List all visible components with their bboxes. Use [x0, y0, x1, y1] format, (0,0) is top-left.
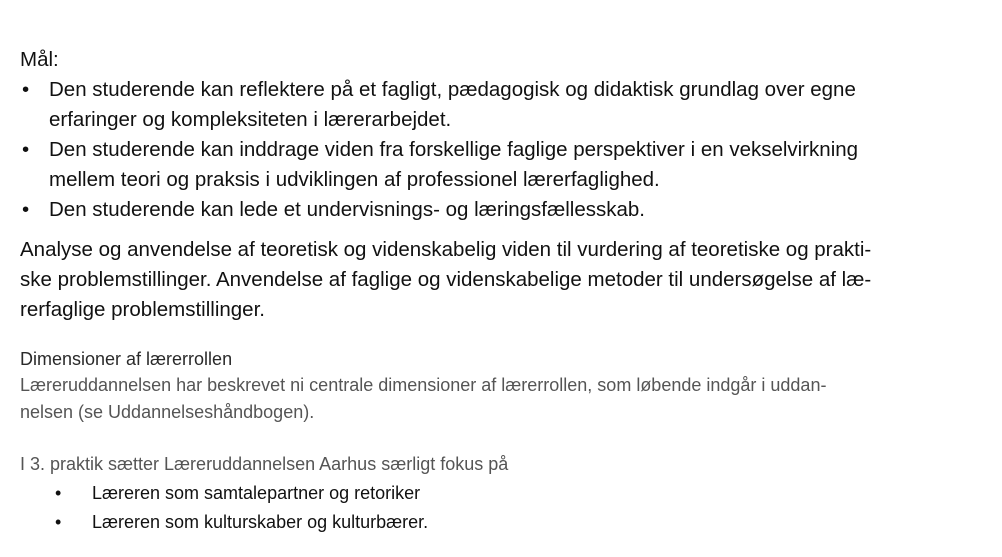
goal-text-line: Den studerende kan reflektere på et fagligt, pædagogisk og didaktisk grundlag over egne — [49, 78, 856, 101]
goal-item — [20, 75, 858, 135]
goal-text-line: Den studerende kan inddrage viden fra forskellige faglige perspektiver i en vekselvirkning — [49, 138, 859, 161]
goal-text-line: erfaringer og kompleksiteten i lærerarbejdet. — [49, 108, 452, 131]
bullet-icon: • — [22, 78, 30, 101]
praktik-intro: I 3. praktik sætter Læreruddannelsen Aarhus særligt fokus på — [20, 454, 509, 474]
focus-list — [55, 479, 428, 537]
analysis-text-line: Analyse og anvendelse af teoretisk og videnskabelig viden til vurdering af teoretiske og prakti- — [20, 238, 872, 261]
goals-heading: Mål: — [20, 48, 59, 71]
goal-text-line: Den studerende kan lede et undervisnings- og læringsfællesskab. — [49, 198, 645, 221]
analysis-text-line: rerfaglige problemstillinger. — [20, 298, 265, 321]
focus-item — [55, 479, 428, 508]
focus-item-text: Læreren som kulturskaber og kulturbærer. — [92, 512, 429, 532]
dimensions-text-line: nelsen (se Uddannelseshåndbogen). — [20, 402, 315, 422]
analysis-paragraph — [20, 235, 871, 325]
goal-text-line: mellem teori og praksis i udviklingen af professionel lærerfaglighed. — [49, 168, 660, 191]
focus-item — [55, 508, 428, 537]
dimensions-heading: Dimensioner af lærerrollen — [20, 349, 233, 369]
dimensions-paragraph — [20, 372, 826, 426]
goal-item — [20, 135, 858, 195]
bullet-icon: • — [55, 512, 62, 532]
bullet-icon: • — [22, 138, 30, 161]
analysis-text-line: ske problemstillinger. Anvendelse af faglige og videnskabelige metoder til undersøgelse af læ- — [20, 268, 872, 291]
goals-list — [20, 75, 858, 225]
goal-item — [20, 195, 858, 225]
bullet-icon: • — [22, 198, 30, 221]
dimensions-text-line: Læreruddannelsen har beskrevet ni centrale dimensioner af lærerrollen, som løbende indgår i uddan- — [20, 375, 827, 395]
focus-item-text: Læreren som samtalepartner og retoriker — [92, 483, 421, 503]
bullet-icon: • — [55, 483, 62, 503]
